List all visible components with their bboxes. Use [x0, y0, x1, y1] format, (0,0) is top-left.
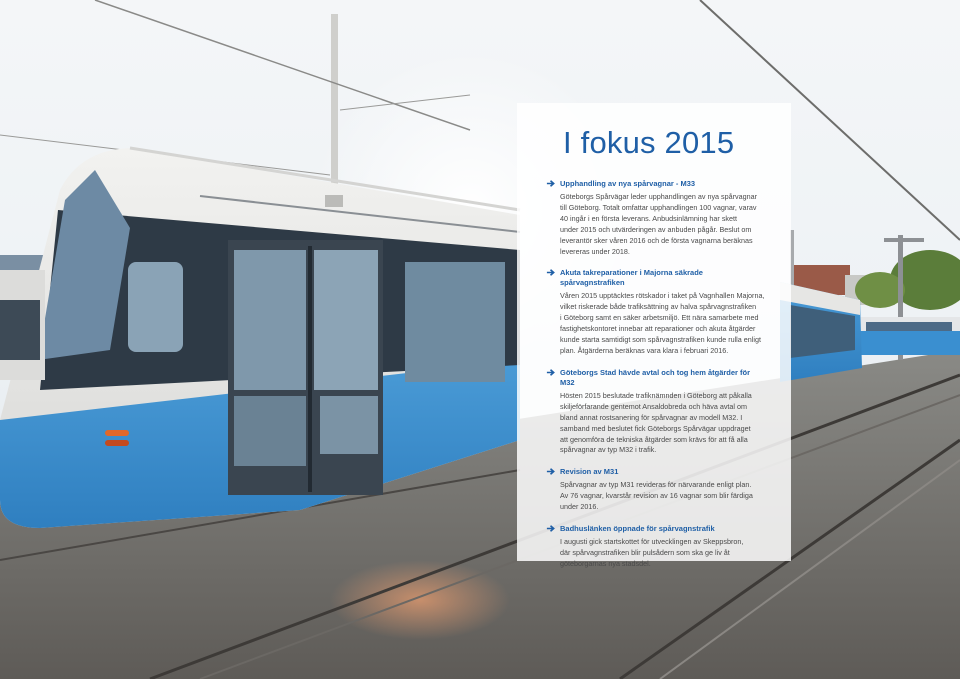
- section-body: Hösten 2015 beslutade trafiknämnden i Göteborg att påkalla skiljeförfarande gentemot Ansaldobreda och häva avtal om bland annat rostsanering för spårvagnar av modell M32. I samband med beslutet fick Göteborgs Spårvägar uppdraget att genomföra de tekniska åtgärder som krävs för att få alla spårvagnar av typ M32 i trafik.: [560, 390, 752, 455]
- arrow-right-icon: [546, 368, 555, 377]
- section-body: I augusti gick startskottet för utvecklingen av Skeppsbron, där spårvagnstrafiken blir pulsådern som ska ge liv åt göteborgarnas nya stadsdel.: [560, 537, 744, 568]
- section-heading: Göteborgs Stad hävde avtal och tog hem åtgärder för M32: [560, 367, 751, 387]
- section-body: Göteborgs Spårvägar leder upphandlingen av nya spårvagnar till Göteborg. Totalt omfattar upphandlingen 100 vagnar, varav 40 ingår i en första leverans. Anbudsinlämning har skett under 2015 och utvärderingen av anbuden pågår. Beslut om leverantör sker våren 2016 och de första vagnarna beräknas levereras under 2018.: [560, 192, 757, 256]
- section-majorna: [549, 268, 765, 356]
- section-m31: [549, 467, 765, 513]
- section-body: Våren 2015 upptäcktes rötskador i taket på Vagnhallen Majorna, vilket riskerade både trafiksättning av halva spårvagnstrafiken i Göteborg samt en säker arbetsmiljö. Ett nära samarbete med fastighetskontoret innebar att reparationer och akuta åtgärder kunde starta samtidigt som spårvagnstrafiken kunde rulla enligt plan. Åtgärderna beräknas vara klara i februari 2016.: [560, 291, 765, 355]
- arrow-right-icon: [546, 179, 555, 188]
- section-heading: Akuta takreparationer i Majorna säkrade spårvagnstrafiken: [560, 268, 703, 288]
- section-badhuslanken: [549, 524, 765, 570]
- section-heading: Revision av M31: [560, 467, 619, 477]
- section-m32: [549, 368, 765, 456]
- arrow-right-icon: [546, 268, 555, 277]
- arrow-right-icon: [546, 524, 555, 533]
- arrow-right-icon: [546, 467, 555, 476]
- section-heading: Badhuslänken öppnade för spårvagnstrafik: [560, 524, 715, 534]
- page-title: I fokus 2015: [563, 125, 735, 160]
- focus-panel: [517, 103, 791, 568]
- section-m33: [549, 179, 765, 257]
- section-body: Spårvagnar av typ M31 revideras för närvarande enligt plan. Av 76 vagnar, kvarstår revision av 16 vagnar som blir färdiga under 2016.: [560, 480, 753, 512]
- section-heading: Upphandling av nya spårvagnar - M33: [560, 179, 696, 188]
